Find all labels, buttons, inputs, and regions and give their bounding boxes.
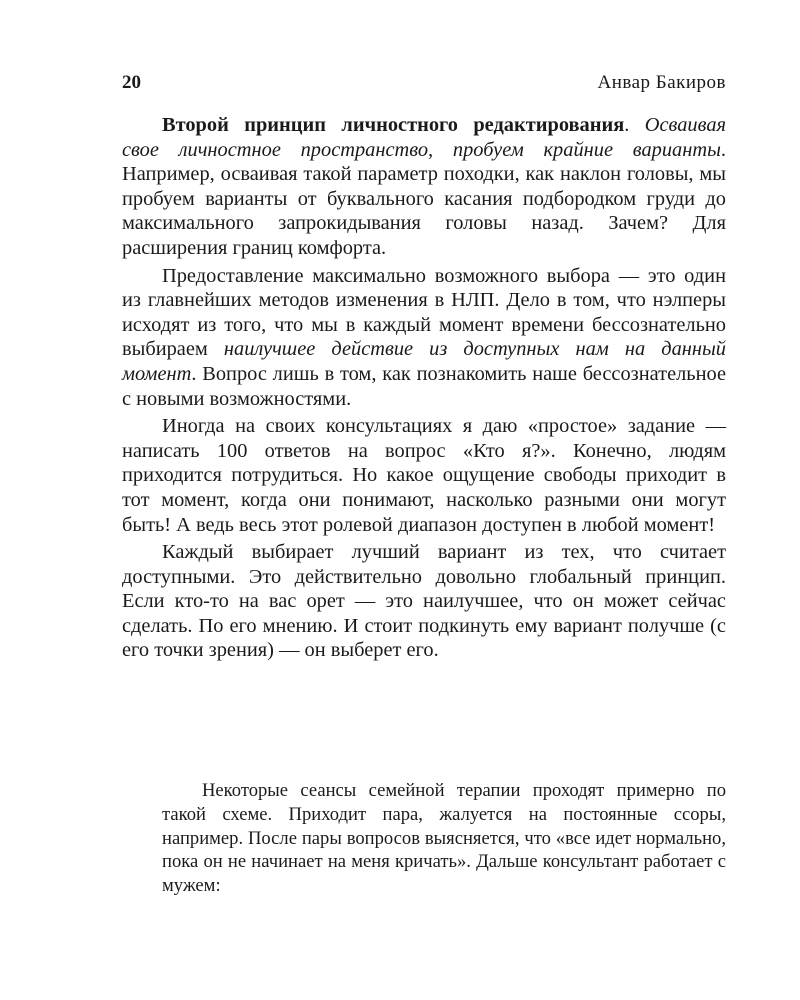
paragraph-nlp-choice: [122, 264, 726, 412]
nlp-choice-emphasis: наилучшее действие из доступных нам на данный момент: [122, 338, 726, 385]
example-block: [162, 779, 726, 898]
paragraph-second-principle: [122, 113, 726, 261]
nlp-choice-text-start: Предоставление максимально возможного выбора — это один из главнейших методов изменения в НЛП. Дело в том, что нэлперы исходят из того, что мы в каждый момент времени бессознательно выбираем: [122, 264, 726, 361]
page-header: [122, 72, 726, 98]
main-text: [122, 113, 726, 663]
page-number: 20: [122, 72, 141, 93]
principle-statement: Осваивая свое личностное пространство, пробуем крайние варианты: [122, 114, 726, 161]
running-head-author: Анвар Бакиров: [597, 72, 726, 93]
principle-heading: Второй принцип личностного редактирования: [162, 114, 625, 136]
principle-heading-period: .: [624, 114, 630, 136]
paragraph-best-option: Каждый выбирает лучший вариант из тех, что считает доступными. Это действительно довольно глобальный принцип. Если кто-то на вас орет — это наилучшее, что он может сейчас сделать. По его мнению. И стоит подкинуть ему вариант получше (с его точки зрения) — он выберет его.: [122, 541, 726, 662]
example-paragraph: Некоторые сеансы семейной терапии проходят примерно по такой схеме. Приходит пара, жалуется на постоянные ссоры, например. После пары вопросов выясняется, что «все идет нормально, пока он не начинает на меня кричать». Дальше консультант работает с мужем:: [162, 780, 726, 897]
nlp-choice-text-end: . Вопрос лишь в том, как познакомить наше бессознательное с новыми возможностями.: [122, 362, 726, 410]
principle-explanation: . Например, осваивая такой параметр походки, как наклон головы, мы пробуем варианты от буквального касания подбородком груди до максимального запрокидывания головы назад. Зачем? Для расширения границ комфорта.: [122, 138, 726, 259]
paragraph-consultations: Иногда на своих консультациях я даю «простое» задание — написать 100 ответов на вопрос «Кто я?». Конечно, людям приходится потрудиться. Но какое ощущение свободы приходит в тот момент, когда они понимают, насколько разными они могут быть! А ведь весь этот ролевой диапазон доступен в любой момент!: [122, 415, 726, 536]
